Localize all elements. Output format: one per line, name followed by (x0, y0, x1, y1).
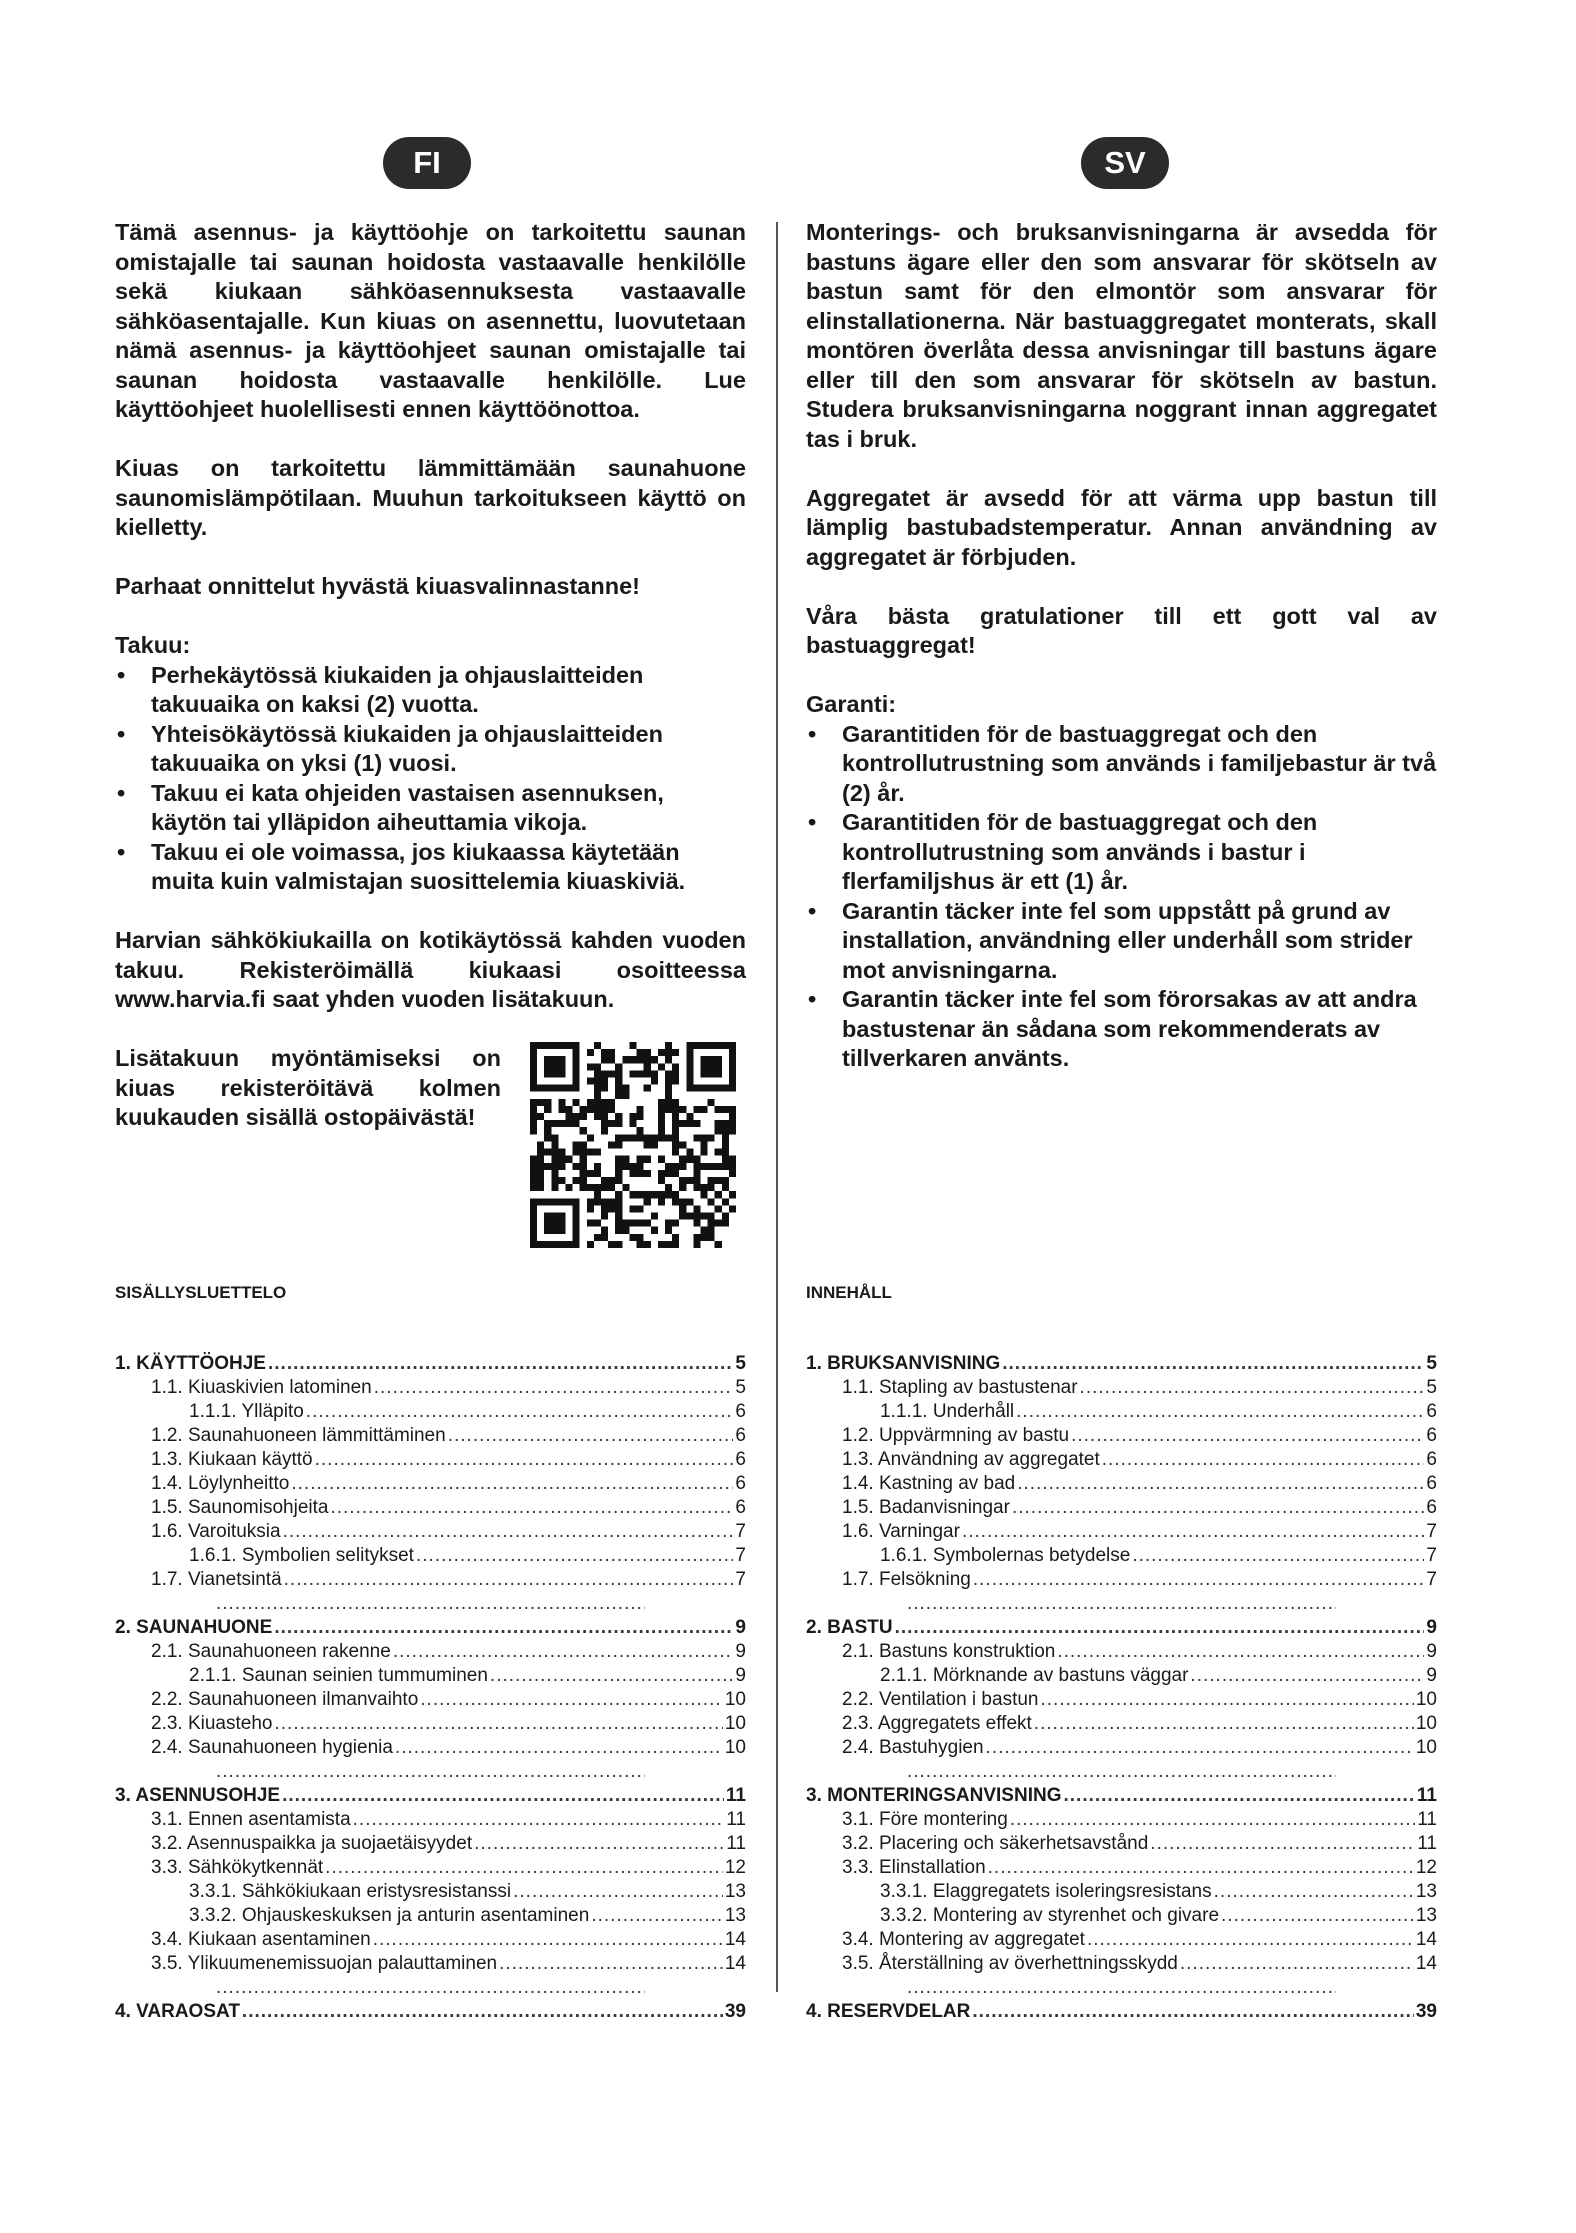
toc-entry[interactable]: 2.1.1. Saunan seinien tummuminen ..... 9 (115, 1664, 746, 1688)
toc-entry[interactable]: 1.5. Saunomisohjeita ..... 6 (115, 1496, 746, 1520)
warranty-item: • Yhteisökäytössä kiukaiden ja ohjauslaitteiden takuuaika on yksi (1) vuosi. (115, 720, 746, 779)
toc-entry[interactable]: 1.5. Badanvisningar ..... 6 (806, 1496, 1437, 1520)
toc-entry[interactable]: 1.4. Löylynheitto ..... 6 (115, 1472, 746, 1496)
warranty-title: Takuu: (115, 632, 191, 658)
toc-entry[interactable]: 3.3.2. Ohjauskeskuksen ja anturin asentaminen ..... 13 (115, 1904, 746, 1928)
toc-separator (115, 1592, 746, 1616)
toc-entry[interactable]: 3.4. Kiukaan asentaminen ..... 14 (115, 1928, 746, 1952)
toc-heading: INNEHÅLL (806, 1283, 892, 1302)
warranty-item: • Takuu ei ole voimassa, jos kiukaassa käytetään muita kuin valmistajan suosittelemia kiuaskiviä. (115, 838, 746, 897)
toc-entry[interactable]: 2. SAUNAHUONE ..... 9 (115, 1616, 746, 1640)
toc-separator (806, 1592, 1437, 1616)
intro-section-fi (115, 218, 746, 1162)
toc-entry[interactable]: 3.1. Före montering ..... 11 (806, 1808, 1437, 1832)
toc-entry[interactable]: 4. VARAOSAT ..... 39 (115, 2000, 746, 2024)
toc-entry[interactable]: 3.3. Sähkökytkennät ..... 12 (115, 1856, 746, 1880)
toc-entry[interactable]: 3.2. Asennuspaikka ja suojaetäisyydet ..... 11 (115, 1832, 746, 1856)
toc-entry[interactable]: 3.3. Elinstallation ..... 12 (806, 1856, 1437, 1880)
toc-entry[interactable]: 2.4. Saunahuoneen hygienia ..... 10 (115, 1736, 746, 1760)
toc-heading: SISÄLLYSLUETTELO (115, 1283, 287, 1302)
warranty-item: • Garantin täcker inte fel som uppstått på grund av installation, användning eller underhåll som strider mot anvisningarna. (806, 897, 1437, 986)
column-divider (776, 222, 778, 1992)
toc-entry[interactable]: 1.1. Kiuaskivien latominen ..... 5 (115, 1376, 746, 1400)
warranty-list (806, 720, 1437, 1074)
warranty-item: • Takuu ei kata ohjeiden vastaisen asennuksen, käytön tai ylläpidon aiheuttamia vikoja. (115, 779, 746, 838)
toc-separator (115, 1760, 746, 1784)
toc-entry[interactable]: 3.4. Montering av aggregatet ..... 14 (806, 1928, 1437, 1952)
register-note: Lisätakuun myöntämiseksi on kiuas rekisteröitävä kolmen kuukauden sisällä ostopäivästä! (115, 1045, 501, 1130)
intro-paragraph: Monterings- och bruksanvisningarna är avsedda för bastuns ägare eller den som ansvarar för skötseln av bastun samt för den elmontör som ansvarar för elinstallationerna. När bastuaggregatet monterats, skall montören överlåta dessa anvisningar till bastuns ägare eller till den som ansvarar för skötseln av bastun. Studera bruksanvisningarna noggrant innan aggregatet tas i bruk. (806, 219, 1437, 452)
toc-entry[interactable]: 2. BASTU ..... 9 (806, 1616, 1437, 1640)
toc-entry[interactable]: 1.6.1. Symbolien selitykset ..... 7 (115, 1544, 746, 1568)
toc-entry[interactable]: 2.3. Aggregatets effekt ..... 10 (806, 1712, 1437, 1736)
intro-section-sv (806, 218, 1437, 1103)
toc-entry[interactable]: 3.3.1. Elaggregatets isoleringsresistans ..... 13 (806, 1880, 1437, 1904)
toc-entry[interactable]: 1.1. Stapling av bastustenar ..... 5 (806, 1376, 1437, 1400)
toc-entry[interactable]: 1.7. Felsökning ..... 7 (806, 1568, 1437, 1592)
extra-warranty-paragraph: Harvian sähkökiukailla on kotikäytössä kahden vuoden takuu. Rekisteröimällä kiukaasi osoitteessa www.harvia.fi saat yhden vuoden lisätakuun. (115, 927, 746, 1012)
toc-entry[interactable]: 3.5. Återställning av överhettningsskydd ..... 14 (806, 1952, 1437, 1976)
toc-entry[interactable]: 3.2. Placering och säkerhetsavstånd ..... 11 (806, 1832, 1437, 1856)
warranty-item: • Garantitiden för de bastuaggregat och den kontrollutrustning som används i bastur i flerfamiljshus är ett (1) år. (806, 808, 1437, 897)
intro-paragraph: Tämä asennus- ja käyttöohje on tarkoitettu saunan omistajalle tai saunan hoidosta vastaavalle henkilölle sekä kiukaan sähköasennuksesta vastaavalle sähköasentajalle. Kun kiuas on asennettu, luovutetaan nämä asennus- ja käyttöohjeet saunan omistajalle tai saunan hoidosta vastaavalle henkilölle. Lue käyttöohjeet huolellisesti ennen käyttöönottoa. (115, 219, 746, 422)
toc-entry[interactable]: 1.2. Saunahuoneen lämmittäminen ..... 6 (115, 1424, 746, 1448)
congrats-paragraph: Våra bästa gratulationer till ett gott val av bastuaggregat! (806, 602, 1437, 658)
toc-entry[interactable]: 1.3. Användning av aggregatet ..... 6 (806, 1448, 1437, 1472)
table-of-contents (115, 1352, 746, 2024)
toc-entry[interactable]: 2.2. Ventilation i bastun ..... 10 (806, 1688, 1437, 1712)
warranty-list (115, 661, 746, 897)
toc-entry[interactable]: 3. ASENNUSOHJE ..... 11 (115, 1784, 746, 1808)
register-row (115, 1044, 746, 1133)
toc-separator (115, 1976, 746, 2000)
purpose-paragraph: Aggregatet är avsedd för att värma upp bastun till lämplig bastubadstemperatur. Annan användning av aggregatet är förbjuden. (806, 484, 1437, 570)
toc-entry[interactable]: 2.1. Bastuns konstruktion ..... 9 (806, 1640, 1437, 1664)
toc-separator (806, 1976, 1437, 2000)
toc-entry[interactable]: 1.4. Kastning av bad ..... 6 (806, 1472, 1437, 1496)
toc-entry[interactable]: 2.4. Bastuhygien ..... 10 (806, 1736, 1437, 1760)
toc-entry[interactable]: 2.1.1. Mörknande av bastuns väggar ..... 9 (806, 1664, 1437, 1688)
warranty-title: Garanti: (806, 691, 897, 717)
warranty-item: • Perhekäytössä kiukaiden ja ohjauslaitteiden takuuaika on kaksi (2) vuotta. (115, 661, 746, 720)
toc-entry[interactable]: 1.6. Varoituksia ..... 7 (115, 1520, 746, 1544)
toc-entry[interactable]: 1.3. Kiukaan käyttö ..... 6 (115, 1448, 746, 1472)
toc-entry[interactable]: 3.3.1. Sähkökiukaan eristysresistanssi ..... 13 (115, 1880, 746, 1904)
toc-entry[interactable]: 1.1.1. Underhåll ..... 6 (806, 1400, 1437, 1424)
warranty-item: • Garantin täcker inte fel som förorsakas av att andra bastustenar än sådana som rekommenderats av tillverkaren använts. (806, 985, 1437, 1074)
qr-code-icon[interactable] (530, 1042, 736, 1248)
toc-entry[interactable]: 1.7. Vianetsintä ..... 7 (115, 1568, 746, 1592)
toc-entry[interactable]: 2.1. Saunahuoneen rakenne ..... 9 (115, 1640, 746, 1664)
toc-entry[interactable]: 3.1. Ennen asentamista ..... 11 (115, 1808, 746, 1832)
toc-entry[interactable]: 1.1.1. Ylläpito ..... 6 (115, 1400, 746, 1424)
toc-entry[interactable]: 2.3. Kiuasteho ..... 10 (115, 1712, 746, 1736)
table-of-contents (806, 1352, 1437, 2024)
toc-entry[interactable]: 2.2. Saunahuoneen ilmanvaihto ..... 10 (115, 1688, 746, 1712)
toc-entry[interactable]: 1.6.1. Symbolernas betydelse ..... 7 (806, 1544, 1437, 1568)
language-badge-fi: FI (383, 137, 471, 189)
toc-entry[interactable]: 3. MONTERINGSANVISNING ..... 11 (806, 1784, 1437, 1808)
warranty-item: • Garantitiden för de bastuaggregat och den kontrollutrustning som används i familjebastur är två (2) år. (806, 720, 1437, 809)
toc-entry[interactable]: 1.6. Varningar ..... 7 (806, 1520, 1437, 1544)
toc-entry[interactable]: 4. RESERVDELAR ..... 39 (806, 2000, 1437, 2024)
toc-entry[interactable]: 3.3.2. Montering av styrenhet och givare ..... 13 (806, 1904, 1437, 1928)
toc-separator (806, 1760, 1437, 1784)
toc-entry[interactable]: 1. BRUKSANVISNING ..... 5 (806, 1352, 1437, 1376)
purpose-paragraph: Kiuas on tarkoitettu lämmittämään saunahuone saunomislämpötilaan. Muuhun tarkoitukseen käyttö on kielletty. (115, 455, 746, 540)
toc-entry[interactable]: 3.5. Ylikuumenemissuojan palauttaminen ..... 14 (115, 1952, 746, 1976)
toc-entry[interactable]: 1. KÄYTTÖOHJE ..... 5 (115, 1352, 746, 1376)
language-badge-sv: SV (1081, 137, 1169, 189)
toc-entry[interactable]: 1.2. Uppvärmning av bastu ..... 6 (806, 1424, 1437, 1448)
congrats-paragraph: Parhaat onnittelut hyvästä kiuasvalinnastanne! (115, 573, 640, 599)
